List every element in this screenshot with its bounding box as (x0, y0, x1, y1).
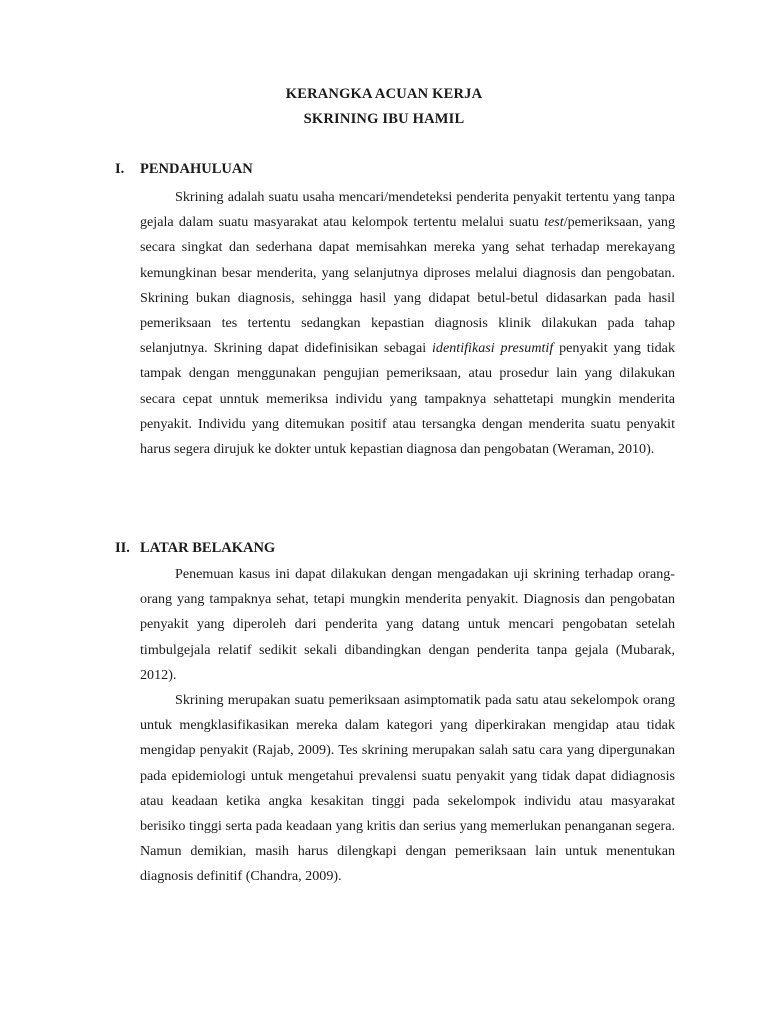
section-number: I. (115, 161, 125, 177)
document-subtitle: SKRINING IBU HAMIL (303, 111, 465, 127)
section-heading-pendahuluan (115, 161, 253, 178)
section-title: LATAR BELAKANG (140, 540, 276, 556)
paragraph-latar-belakang-1: Penemuan kasus ini dapat dilakukan dengan mengadakan uji skrining terhadap orang-orang yang tampaknya sehat, tetapi mungkin menderita penyakit. Diagnosis dan pengobatan penyakit yang diperoleh dari penderita yang datang untuk mencari pengobatan setelah timbulgejala relatif sedikit sekali dibandingkan dengan penderita tanpa gejala (Mubarak, 2012). (140, 566, 675, 683)
italic-term: test (544, 214, 564, 231)
paragraph-text: Skrining adalah suatu usaha mencari/mendeteksi penderita penyakit tertentu yang tanpa gejala dalam suatu masyarakat atau kelompok tertentu melalui suatu (140, 189, 675, 231)
section-heading-latar-belakang (115, 540, 275, 557)
italic-term: identifikasi presumtif (432, 340, 554, 357)
document-title: KERANGKA ACUAN KERJA (285, 86, 483, 102)
section-title: PENDAHULUAN (140, 161, 253, 177)
paragraph-text: penyakit yang tidak tampak dengan menggunakan pengujian pemeriksaan, atau prosedur lain yang dilakukan secara cepat unntuk memeriksa individu yang tampaknya sehattetapi mungkin menderita penyakit. Individu yang ditemukan positif atau tersangka dengan menderita suatu penyakit harus segera dirujuk ke dokter untuk kepastian diagnosa dan pengobatan (Weraman, 2010). (140, 340, 675, 458)
section-number: II. (115, 540, 130, 556)
paragraph-latar-belakang-2: Skrining merupakan suatu pemeriksaan asimptomatik pada satu atau sekelompok orang untuk mengklasifikasikan mereka dalam kategori yang diperkirakan mengidap atau tidak mengidap penyakit (Rajab, 2009). Tes skrining merupakan salah satu cara yang dipergunakan pada epidemiologi untuk mengetahui prevalensi suatu penyakit yang tidak dapat didiagnosis atau keadaan ketika angka kesakitan tinggi pada sekelompok individu atau masyarakat berisiko tinggi serta pada keadaan yang kritis dan serius yang memerlukan penanganan segera. Namun demikian, masih harus dilengkapi dengan pemeriksaan lain untuk menentukan diagnosis definitif (Chandra, 2009). (140, 692, 675, 885)
paragraph-text: /pemeriksaan, yang secara singkat dan sederhana dapat memisahkan mereka yang sehat terhadap merekayang kemungkinan besar menderita, yang selanjutnya diproses melalui diagnosis dan pengobatan. Skrining bukan diagnosis, sehingga hasil yang didapat betul-betul didasarkan pada hasil pemeriksaan tes tertentu sedangkan kepastian diagnosis klinik dilakukan pada tahap selanjutnya. Skrining dapat didefinisikan sebagai (140, 214, 676, 357)
paragraph-pendahuluan (140, 185, 675, 462)
